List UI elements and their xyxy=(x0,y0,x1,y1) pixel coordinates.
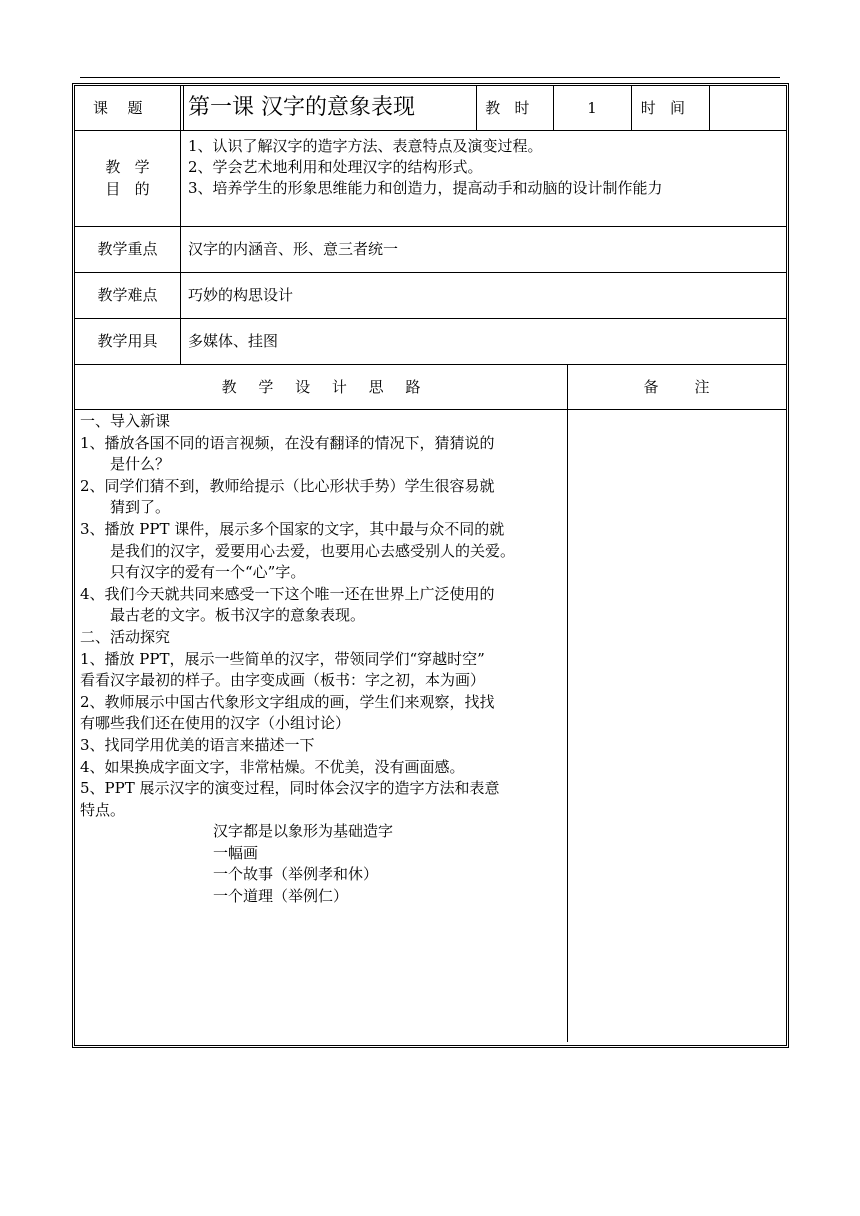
aims-item: 1、认识了解汉字的造字方法、表意特点及演变过程。 xyxy=(188,137,543,155)
design-content xyxy=(80,411,564,908)
time-value xyxy=(709,86,786,130)
content-line: 看看汉字最初的样子。由字变成画（板书：字之初，本为画） xyxy=(80,671,486,690)
time-label: 时间 xyxy=(640,99,700,117)
difficulties-value: 巧妙的构思设计 xyxy=(188,286,294,304)
content-line: 是我们的汉字，爱要用心去爱，也要用心去感受别人的关爱。 xyxy=(110,541,516,560)
content-line: 2、同学们猜不到，教师给提示（比心形状手势）学生很容易就 xyxy=(80,476,495,495)
column-divider xyxy=(567,364,568,1042)
aims-label xyxy=(75,130,180,226)
hours-value: 1 xyxy=(587,99,597,117)
content-line: 3、找同学用优美的语言来描述一下 xyxy=(80,735,315,754)
content-line: 最古老的文字。板书汉字的意象表现。 xyxy=(110,606,366,625)
aims-item: 2、学会艺术地利用和处理汉字的结构形式。 xyxy=(188,158,483,176)
summary-line: 一幅画 xyxy=(213,843,259,862)
column-divider xyxy=(183,86,184,130)
summary-line: 汉字都是以象形为基础造字 xyxy=(213,822,394,841)
key-points-value: 汉字的内涵音、形、意三者统一 xyxy=(188,240,399,258)
key-points-label: 教学重点 xyxy=(97,240,158,258)
summary-line: 一个道理（举例仁） xyxy=(213,887,349,906)
content-line: 3、播放 PPT 课件，展示多个国家的文字，其中最与众不同的就 xyxy=(80,519,505,538)
topic-value: 第一课 汉字的意象表现 xyxy=(188,95,415,120)
aims-item: 3、培养学生的形象思维能力和创造力，提高动手和动脑的设计制作能力 xyxy=(188,179,663,197)
column-divider xyxy=(180,86,181,364)
content-line: 5、PPT 展示汉字的演变过程，同时体会汉字的造字方法和表意 xyxy=(80,779,500,798)
content-line: 有哪些我们还在使用的汉字（小组讨论） xyxy=(80,714,351,733)
notes-heading: 备注 xyxy=(643,377,746,396)
topic-label: 课题 xyxy=(92,99,162,117)
content-line: 4、我们今天就共同来感受一下这个唯一还在世界上广泛使用的 xyxy=(80,584,495,603)
content-line: 特点。 xyxy=(80,800,126,819)
content-line: 1、播放各国不同的语言视频，在没有翻译的情况下，猜猜说的 xyxy=(80,433,495,452)
tools-value: 多媒体、挂图 xyxy=(188,332,279,350)
difficulties-label: 教学难点 xyxy=(97,286,158,304)
section-heading: 一、导入新课 xyxy=(80,412,171,430)
content-line: 2、教师展示中国古代象形文字组成的画，学生们来观察，找找 xyxy=(80,692,495,711)
row-divider xyxy=(75,130,786,131)
design-heading: 教学设计思路 xyxy=(221,377,443,396)
aims-list xyxy=(188,136,663,199)
content-line: 猜到了。 xyxy=(110,498,171,517)
row-divider xyxy=(75,409,786,410)
tools-label: 教学用具 xyxy=(97,332,158,350)
aims-label-line2: 目的 xyxy=(105,180,164,198)
content-line: 1、播放 PPT，展示一些简单的汉字，带领同学们“穿越时空” xyxy=(80,649,485,668)
hours-label: 教时 xyxy=(485,99,544,117)
aims-label-line1: 教学 xyxy=(105,158,164,176)
summary-line: 一个故事（举例孝和休） xyxy=(213,865,379,884)
content-line: 4、如果换成字面文字，非常枯燥。不优美，没有画面感。 xyxy=(80,757,465,776)
content-line: 只有汉字的爱有一个“心”字。 xyxy=(110,563,306,582)
section-heading: 二、活动探究 xyxy=(80,627,171,646)
content-line: 是什么？ xyxy=(110,455,171,474)
page-header-rule xyxy=(80,77,780,78)
